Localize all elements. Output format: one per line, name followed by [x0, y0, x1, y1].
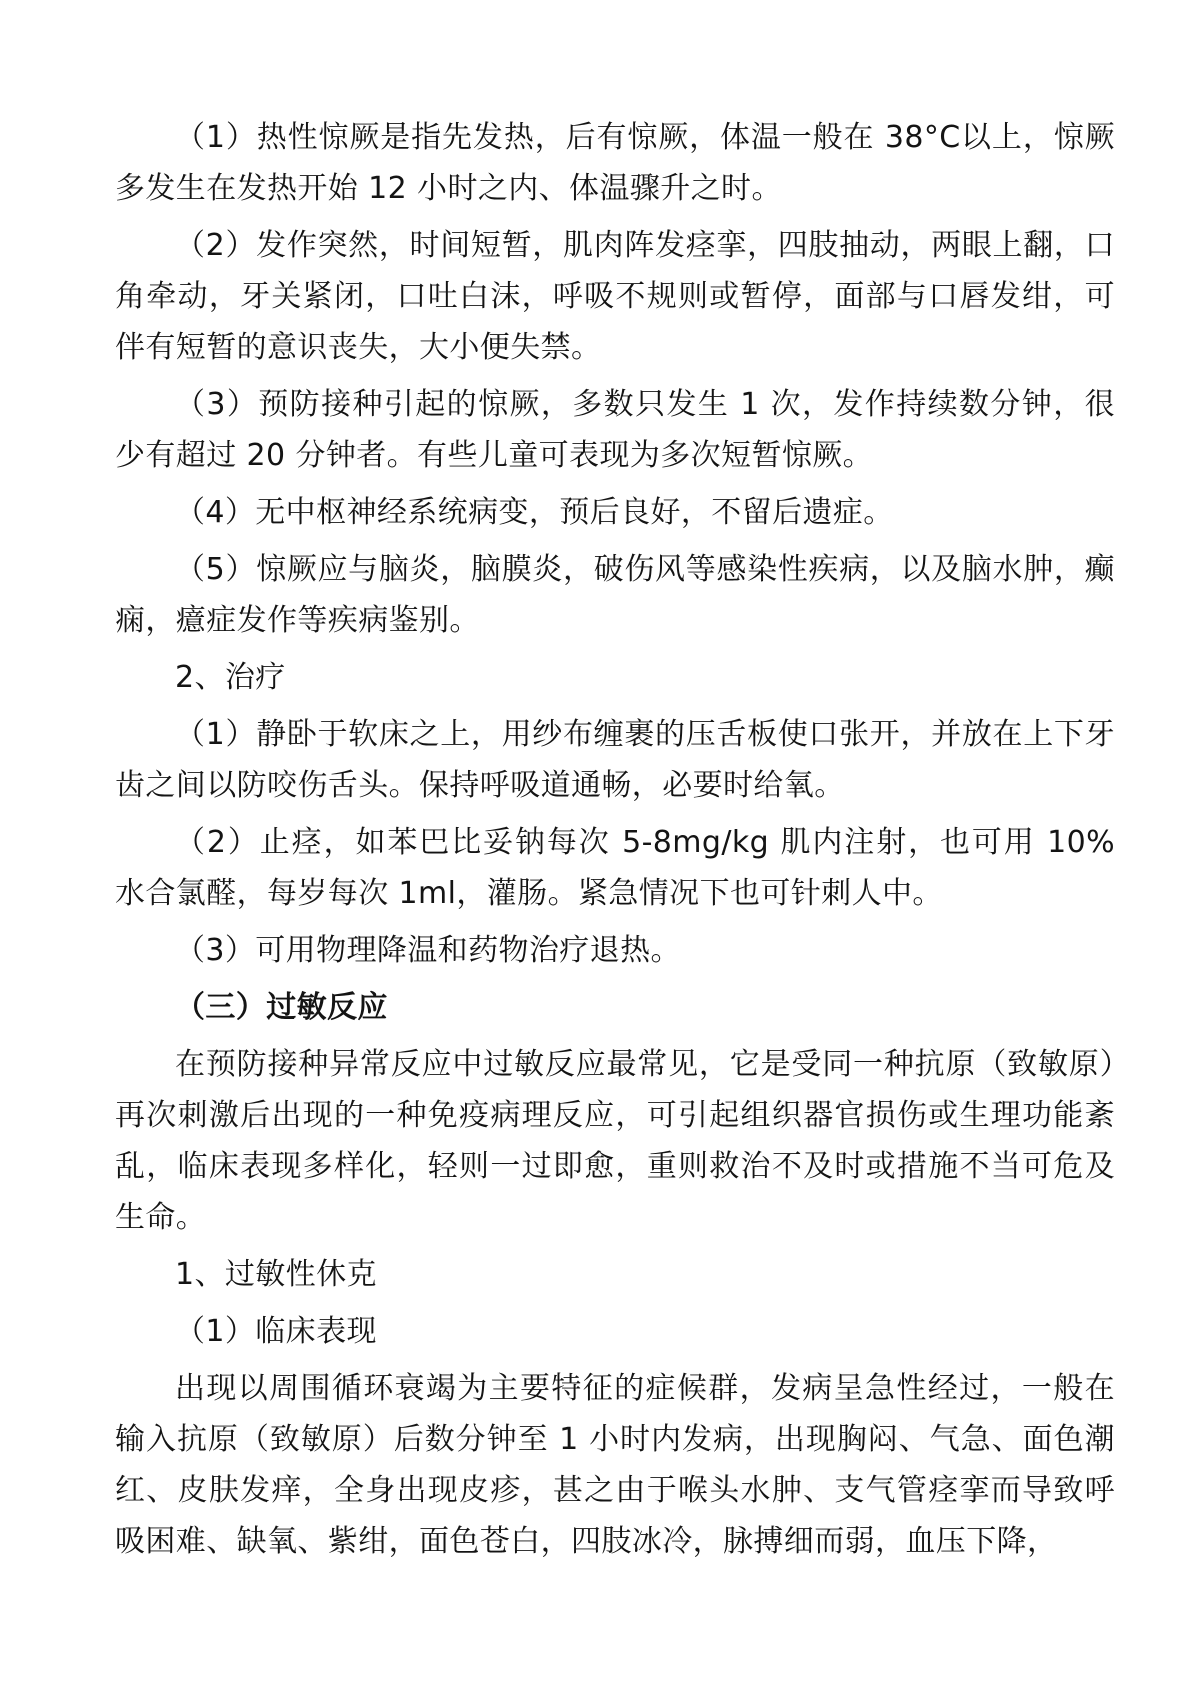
- paragraph-clinical-manifestation: 出现以周围循环衰竭为主要特征的症候群，发病呈急性经过，一般在输入抗原（致敏原）后数分钟至 1 小时内发病，出现胸闷、气急、面色潮红、皮肤发痒，全身出现皮疹，甚之由于喉头水肿、支气管痉挛而导致呼吸困难、缺氧、紫绀，面色苍白，四肢冰冷，脉搏细而弱，血压下降，: [115, 1371, 1115, 1559]
- section-heading-clinical-manifestation: （1）临床表现: [175, 1314, 377, 1349]
- section-heading-treatment: 2、治疗: [175, 660, 286, 695]
- paragraph-treatment-fever: （3）可用物理降温和药物治疗退热。: [175, 933, 681, 968]
- paragraph-febrile-convulsion-definition: （1）热性惊厥是指先发热，后有惊厥，体温一般在 38°C以上，惊厥多发生在发热开始 12 小时之内、体温骤升之时。: [115, 120, 1115, 206]
- paragraph-prognosis: （4）无中枢神经系统病变，预后良好，不留后遗症。: [175, 495, 894, 530]
- section-heading-anaphylactic-shock: 1、过敏性休克: [175, 1257, 377, 1292]
- paragraph-treatment-positioning: （1）静卧于软床之上，用纱布缠裹的压舌板使口张开，并放在上下牙齿之间以防咬伤舌头。保持呼吸道通畅，必要时给氧。: [115, 717, 1115, 803]
- document-page: [115, 112, 1115, 1573]
- paragraph-seizure-symptoms: （2）发作突然，时间短暂，肌肉阵发痉挛，四肢抽动，两眼上翻，口角牵动，牙关紧闭，口吐白沫，呼吸不规则或暂停，面部与口唇发绀，可伴有短暂的意识丧失，大小便失禁。: [115, 228, 1115, 365]
- paragraph-vaccination-convulsion: （3）预防接种引起的惊厥，多数只发生 1 次，发作持续数分钟，很少有超过 20 分钟者。有些儿童可表现为多次短暂惊厥。: [115, 387, 1115, 473]
- paragraph-allergic-reaction-intro: 在预防接种异常反应中过敏反应最常见，它是受同一种抗原（致敏原）再次刺激后出现的一种免疫病理反应，可引起组织器官损伤或生理功能紊乱，临床表现多样化，轻则一过即愈，重则救治不及时或措施不当可危及生命。: [115, 1047, 1115, 1235]
- paragraph-treatment-anticonvulsant: （2）止痉，如苯巴比妥钠每次 5-8mg/kg 肌内注射，也可用 10% 水合氯醛，每岁每次 1ml，灌肠。紧急情况下也可针刺人中。: [115, 825, 1115, 911]
- paragraph-differential-diagnosis: （5）惊厥应与脑炎，脑膜炎，破伤风等感染性疾病，以及脑水肿，癫痫，癔症发作等疾病鉴别。: [115, 552, 1115, 638]
- section-heading-allergic-reaction: （三）过敏反应: [175, 990, 388, 1025]
